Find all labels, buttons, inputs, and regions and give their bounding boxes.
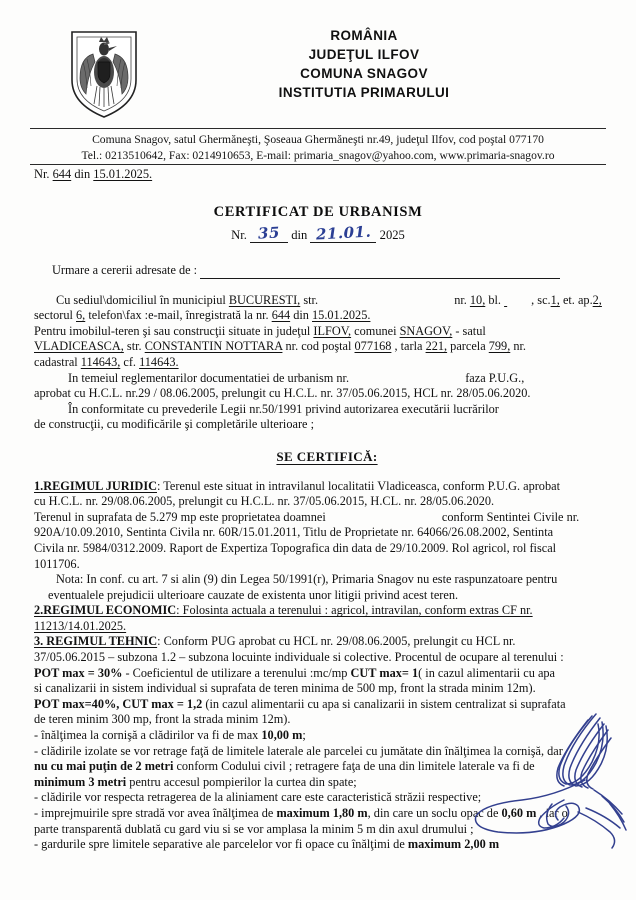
tehnic-bullet-7-a: - gardurile spre limitele separative ale parcelelor vor fi opace cu înălţimi de <box>34 837 408 852</box>
tehnic-bullet-3-b: pentru accesul pompierilor la curtea din spate; <box>126 774 357 789</box>
property-tarla: 221, <box>425 339 448 354</box>
tehnic-bullet-5-b: , din care un soclu opac de <box>367 806 502 820</box>
property-codpostal: 077168 <box>354 339 392 354</box>
legal-basis-line-2: aprobat cu H.C.L. nr.29 / 08.06.2005, prelungit cu H.C.L. nr. 37/05.06.2015, HCL nr. 28/05.06.2020. <box>34 386 531 401</box>
property-parcela-label: parcela <box>450 339 486 354</box>
applicant-contact-label: telefon\fax :e-mail, înregistrată la nr. <box>88 308 269 323</box>
section-tehnic-line-3 <box>34 666 620 682</box>
legal-basis-doc-label: In temeiul reglementarilor documentatiei de urbanism nr. <box>68 370 350 385</box>
applicant-et-label: et. ap. <box>562 292 593 307</box>
section-tehnic-line-2: 37/05.06.2015 – subzona 1.2 – subzona locuinte individuale si colective. Procentul de ocupare al terenului : <box>34 650 564 665</box>
certifies-heading: SE CERTIFICĂ: <box>276 448 378 464</box>
property-strada: CONSTANTIN NOTTARA <box>144 339 283 354</box>
section-tehnic-text-3b: ( in cazul alimentarii cu apa <box>418 665 556 680</box>
header-title-country: ROMÂNIA <box>330 28 398 43</box>
separative-fence-height-value: maximum 2,00 m <box>407 837 500 852</box>
applicant-sector-label: sectorul <box>34 308 73 323</box>
section-juridic-line-6: 1011706. <box>34 556 80 571</box>
property-comuna-label: comunei <box>354 323 397 338</box>
applicant-nr-value: 10, <box>469 292 486 307</box>
contact-address: Comuna Snagov, satul Ghermăneşti, Şoseaua Ghermăneşti nr.49, judeţul Ilfov, cod poştal 077170 <box>92 133 544 146</box>
property-cadastral-label: cadastral <box>34 354 78 369</box>
tehnic-bullet-0-bold: 10,00 m <box>261 728 303 743</box>
applicant-reg-nr: 644 <box>271 308 291 323</box>
property-line-1 <box>34 324 620 340</box>
certificate-nr-label: Nr. <box>231 228 247 242</box>
applicant-sc-value: 1, <box>550 292 560 307</box>
section-economic-line-1 <box>34 603 620 619</box>
applicant-city: BUCURESTI, <box>228 292 301 307</box>
fence-max-height-value: maximum 1,80 m <box>276 806 368 820</box>
property-strada-label: str. <box>126 339 142 354</box>
section-juridic-nota-1 <box>34 572 620 588</box>
document-body <box>34 263 620 853</box>
soclu-height-value: 0,60 m <box>501 806 537 820</box>
legal-basis-faza: faza P.U.G., <box>465 370 525 385</box>
registration-din-value: 15.01.2025. <box>93 167 153 181</box>
applicant-line-1 <box>34 293 620 309</box>
section-juridic-nota-2: eventualele prejudicii ulterioare cauzate de existenta unor litigii privind acest teren. <box>48 587 459 602</box>
tehnic-bullet-3 <box>34 775 620 791</box>
section-juridic-label: 1.REGIMUL JURIDIC <box>34 478 157 493</box>
registration-line <box>34 167 636 182</box>
tehnic-bullet-2-b: conform Codului civil ; retragere faţa de una din limitele laterale va fi de <box>173 759 535 774</box>
applicant-reg-date: 15.01.2025. <box>312 308 371 323</box>
section-tehnic-line-1 <box>34 634 620 650</box>
header-title-block <box>152 22 636 102</box>
request-label: Urmare a cererii adresate de : <box>52 263 198 277</box>
section-tehnic-line-6: de teren minim 300 mp, front la strada minim 12m). <box>34 712 291 727</box>
applicant-sector-value: 6, <box>76 308 86 323</box>
tehnic-bullet-7 <box>34 837 620 853</box>
tehnic-bullet-3-bold: minimum 3 metri <box>34 774 127 789</box>
section-juridic-line-3 <box>34 510 620 526</box>
section-economic-line-2 <box>34 619 620 635</box>
property-parcela: 799, <box>488 339 511 354</box>
section-economic-text-1: : Folosinta actuala a terenului : agricol, intravilan, conform extras CF nr. <box>176 603 533 618</box>
pot-cut-max-40-value: POT max=40%, CUT max = 1,2 <box>34 696 203 711</box>
section-juridic-sentinta-label: conform Sentintei Civile nr. <box>441 509 580 524</box>
property-cadastral: 114643, <box>80 354 121 369</box>
section-tehnic-text-3a: - Coeficientul de utilizare a terenului :mc/mp <box>122 665 351 680</box>
pot-max-30-value: POT max = 30% <box>34 665 123 680</box>
certificate-nr-value: 35 <box>257 223 281 243</box>
property-comuna: SNAGOV, <box>399 323 453 338</box>
registration-nr-label: Nr. <box>34 167 50 181</box>
applicant-bl-label: bl. <box>488 292 501 307</box>
header-divider <box>30 128 606 129</box>
tehnic-bullet-2-bold: nu cu mai puţin de 2 metri <box>34 759 174 774</box>
certificate-number-line <box>0 224 636 243</box>
property-line-2 <box>34 339 620 355</box>
applicant-domicile-label: Cu sediul\domiciliul în municipiul <box>56 292 226 307</box>
certificate-year: 2025 <box>379 228 405 242</box>
certificate-din-label: din <box>291 228 308 242</box>
header-title-county: JUDEŢUL ILFOV <box>308 47 420 62</box>
tehnic-bullet-4: - clădirile vor respecta retragerea de la aliniament care este caracteristică străzii respective; <box>34 790 482 805</box>
legal-basis-line-4: de construcţii, cu modificările şi completările ulterioare ; <box>34 417 314 432</box>
request-line <box>52 263 620 279</box>
header-title-institution: INSTITUTIA PRIMARULUI <box>278 85 450 100</box>
section-juridic-nota-text-1: Nota: In conf. cu art. 7 si alin (9) din Legea 50/1991(r), Primaria Snagov nu este raspunzatoare pentru <box>56 572 558 587</box>
applicant-nr-label: nr. <box>454 292 467 307</box>
property-tarla-label: , tarla <box>394 339 423 354</box>
section-juridic-line-5: Civila nr. 5984/0312.2009. Raport de Expertiza Topografica din data de 29/10.2009. Rol agricol, rol fiscal <box>34 540 557 555</box>
document-header <box>0 0 636 120</box>
section-tehnic-text-5: (in cazul alimentarii cu apa si canalizarii in sistem centralizat si suprafata <box>202 696 566 711</box>
romanian-coat-of-arms-icon <box>66 22 152 120</box>
tehnic-bullet-5-a: - imprejmuirile spre stradă vor avea înălţimea de <box>34 806 277 820</box>
tehnic-bullet-0-a: - înălţimea la cornişă a clădirilor va fi de max <box>34 728 262 743</box>
certificate-date-value: 21.01. <box>315 222 372 244</box>
property-cf: 114643. <box>139 354 179 369</box>
contact-divider <box>30 164 606 165</box>
legal-basis-line-1 <box>34 371 620 387</box>
tehnic-bullet-1: - clădirile izolate se vor retrage faţă de limitele laterale ale parcelei cu jumătate din înălţimea la cornişă, dar <box>34 743 563 758</box>
tehnic-bullet-5-c: , iar o <box>536 806 568 820</box>
section-tehnic-text-1: : Conform PUG aprobat cu HCL nr. 29/08.06.2005, prelungit cu HCL nr. <box>157 634 516 649</box>
legal-basis-law-text: În conformitate cu prevederile Legii nr.50/1991 privind autorizarea executării lucrărilor <box>68 401 499 416</box>
section-economic-text-2: 11213/14.01.2025. <box>34 618 127 633</box>
registration-din-label: din <box>74 167 91 181</box>
section-juridic-line-1 <box>34 479 620 495</box>
property-line-3 <box>34 355 620 371</box>
tehnic-bullet-0 <box>34 728 620 744</box>
section-juridic-line-2: cu H.C.L. nr. 29/08.06.2005, prelungit cu H.C.L. nr. 37/05.06.2015, H.CL. nr. 28/05.06.2020. <box>34 494 495 509</box>
section-juridic-owner-text: Terenul in suprafata de 5.279 mp este proprietatea doamnei <box>34 509 326 524</box>
applicant-street-label: str. <box>303 292 319 307</box>
property-location-label: Pentru imobilul-teren şi sau construcţii situate in judeţul <box>34 323 311 338</box>
property-sat: VLADICEASCA, <box>34 339 124 354</box>
section-tehnic-line-5 <box>34 697 620 713</box>
property-judet: ILFOV, <box>313 323 352 338</box>
tehnic-bullet-5 <box>34 806 620 822</box>
section-juridic-text-1: : Terenul este situat in intravilanul localitatii Vladiceasca, conform P.U.G. aprobat <box>156 478 560 493</box>
property-codpostal-label: nr. cod poştal <box>285 339 352 354</box>
tehnic-bullet-2 <box>34 759 620 775</box>
applicant-reg-din: din <box>293 308 309 323</box>
certificate-title: CERTIFICAT DE URBANISM <box>213 204 423 220</box>
request-blank-rule <box>200 268 560 279</box>
section-tehnic-line-4: si canalizarii in sistem individual si suprafata de teren minima de 500 mp, front la strada minim 12m). <box>34 681 536 696</box>
registration-nr-value: 644 <box>52 167 72 181</box>
contact-block <box>0 132 636 163</box>
property-nr-label: nr. <box>513 339 526 354</box>
header-title-commune: COMUNA SNAGOV <box>300 66 428 81</box>
legal-basis-line-3 <box>34 402 620 418</box>
property-cf-label: cf. <box>123 354 137 369</box>
applicant-sc-label: , sc. <box>531 292 551 307</box>
tehnic-bullet-0-b: ; <box>302 728 306 743</box>
section-economic-label: 2.REGIMUL ECONOMIC <box>34 603 177 618</box>
tehnic-bullet-6: parte transparentă dublată cu gard viu si se vor amplasa la minim 5 m din axul drumului ; <box>34 821 474 836</box>
property-sat-label: - satul <box>455 323 486 338</box>
cut-max-1-value: CUT max= 1 <box>350 665 419 680</box>
applicant-line-2 <box>34 308 620 324</box>
contact-phone-email: Tel.: 0213510642, Fax: 0214910653, E-mail: primaria_snagov@yahoo.com, www.primaria-snagov.ro <box>81 148 555 162</box>
section-tehnic-label: 3. REGIMUL TEHNIC <box>34 634 158 649</box>
applicant-et-value: 2, <box>592 292 602 307</box>
section-juridic-line-4: 920A/10.09.2010, Sentinta Civila nr. 60R/15.01.2011, Titlu de Proprietate nr. 64066/26.08.2002, Sentinta <box>34 525 554 540</box>
